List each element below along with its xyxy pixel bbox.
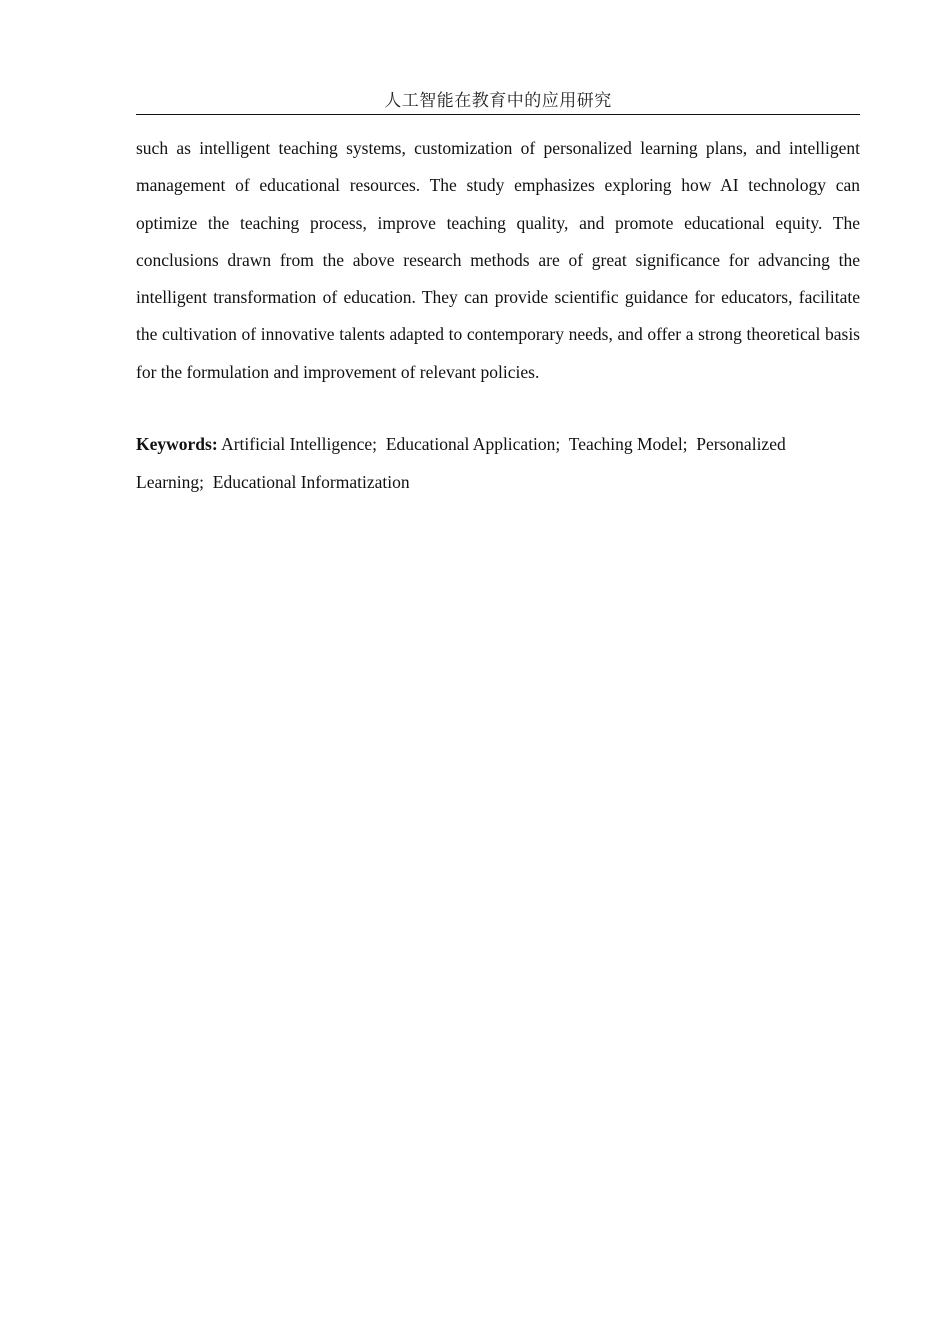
running-header-title: 人工智能在教育中的应用研究 (136, 88, 860, 115)
keyword-item: Personalized Learning; (136, 434, 786, 493)
abstract-paragraph: such as intelligent teaching systems, customization of personalized learning plans, and intelligent management of educational resources. The study emphasizes exploring how AI technology can optimize the teaching process, improve teaching quality, and promote educational equity. The conclusions drawn from the above research methods are of great significance for advancing the intelligent transformation of education. They can provide scientific guidance for educators, facilitate the cultivation of innovative talents adapted to contemporary needs, and offer a strong theoretical basis for the formulation and improvement of relevant policies. (136, 138, 860, 382)
keyword-item: Teaching Model; (568, 434, 688, 455)
keyword-item: Artificial Intelligence; (221, 434, 378, 455)
keyword-item: Educational Application; (385, 434, 561, 455)
keywords-label: Keywords: (136, 434, 218, 455)
keywords-line (136, 425, 860, 501)
keyword-item: Educational Informatization (212, 472, 410, 493)
abstract-section (136, 130, 860, 501)
